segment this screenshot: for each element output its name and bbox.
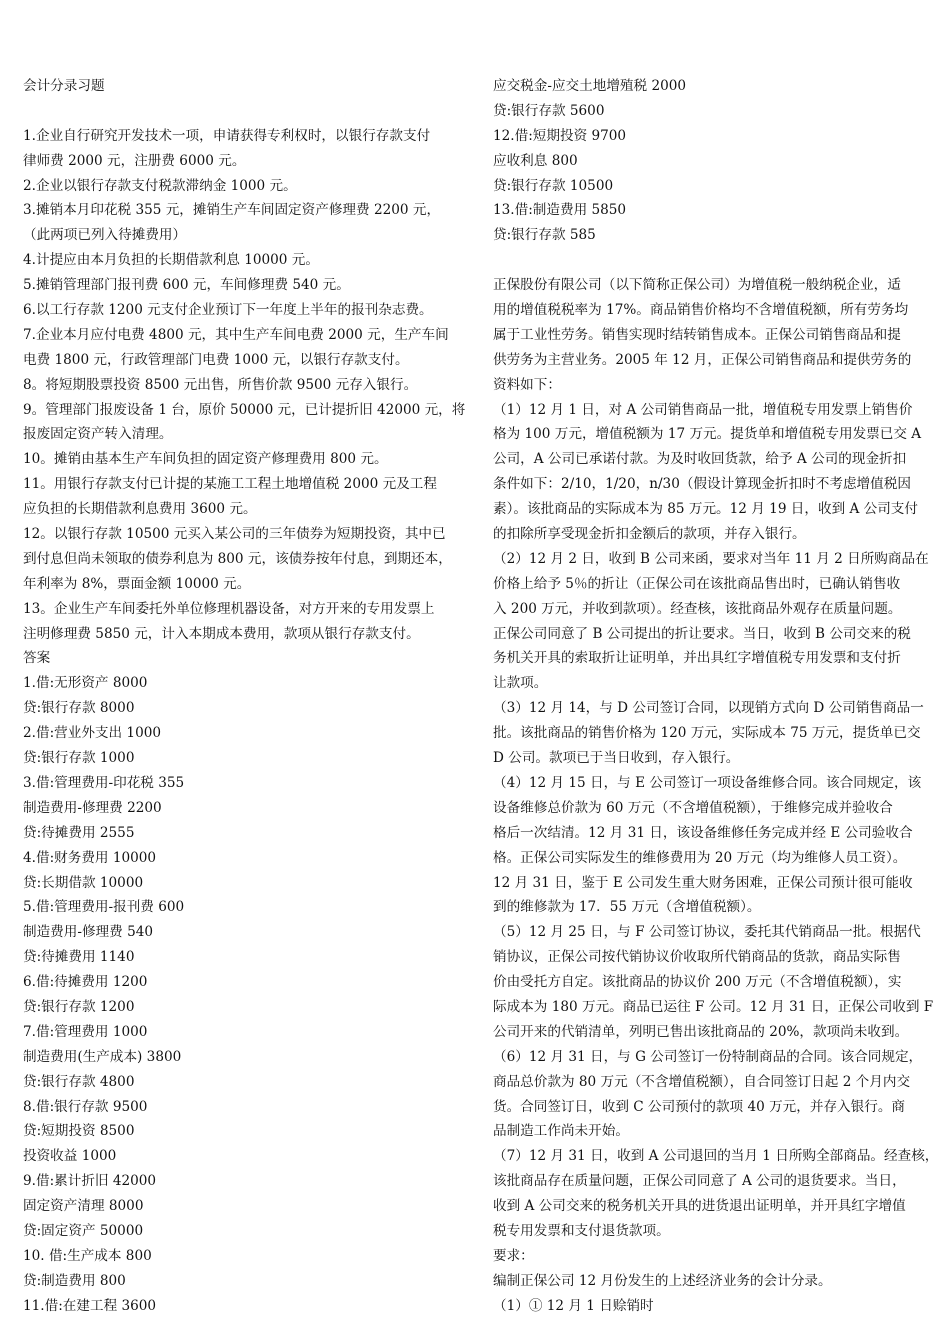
answer-list — [23, 671, 465, 1318]
question-line: 8。将短期股票投资 8500 元出售，所售价款 9500 元存入银行。 — [23, 376, 418, 393]
case-line: 公司开来的代销清单，列明已售出该批商品的 20%，款项尚未收到。 — [493, 1023, 909, 1040]
question-item — [23, 522, 465, 597]
question-line: 4.计提应由本月负担的长期借款利息 10000 元。 — [23, 252, 319, 269]
case-line: 正保公司同意了 B 公司提出的折让要求。当日，收到 B 公司交来的税 — [493, 625, 911, 642]
case-line: 供劳务为主营业务。2005 年 12 月，正保公司销售商品和提供劳务的 — [493, 351, 912, 368]
question-line: 应负担的长期借款利息费用 3600 元。 — [23, 501, 257, 518]
answer-line: 贷:银行存款 5600 — [493, 102, 605, 119]
case-line: 税专用发票和支付退货款项。 — [493, 1222, 670, 1239]
question-item — [23, 398, 465, 448]
question-item — [23, 198, 465, 248]
answer-line: 贷:待摊费用 2555 — [23, 824, 135, 841]
case-line: 公司，A 公司已承诺付款。为及时收回货款，给予 A 公司的现金折扣 — [493, 451, 907, 468]
answer-line: 贷:长期借款 10000 — [23, 874, 144, 891]
left-column — [23, 74, 465, 1319]
case-line: 收到 A 公司交来的税务机关开具的进货退出证明单，并开具红字增值 — [493, 1198, 906, 1215]
question-line: 5.摊销管理部门报刊费 600 元，车间修理费 540 元。 — [23, 277, 350, 294]
case-line: （1）12 月 1 日，对 A 公司销售商品一批，增值税专用发票上销售价 — [493, 401, 913, 418]
case-line: 批。该批商品的销售价格为 120 万元，实际成本 75 万元，提货单已交 — [493, 725, 921, 742]
question-line: 12。以银行存款 10500 元买入某公司的三年债券为短期投资，其中已 — [23, 526, 446, 543]
answer-line: 13.借:制造费用 5850 — [493, 202, 627, 219]
answer-line: 制造费用(生产成本) 3800 — [23, 1048, 182, 1065]
answer-line: 固定资产清理 8000 — [23, 1198, 144, 1215]
case-line: 该批商品存在质量问题，正保公司同意了 A 公司的退货要求。当日， — [493, 1173, 906, 1190]
case-line: 格为 100 万元，增值税额为 17 万元。提货单和增值税专用发票已交 A — [493, 426, 922, 443]
answer-line: 5.借:管理费用-报刊费 600 — [23, 899, 185, 916]
answer-line: 9.借:累计折旧 42000 — [23, 1173, 157, 1190]
case-line: 资料如下： — [493, 376, 561, 393]
answer-line: 贷:银行存款 585 — [493, 227, 596, 244]
case-line: 价由受托方自定。该批商品的协议价 200 万元（不含增值税额），实 — [493, 974, 902, 991]
question-line: 3.摊销本月印花税 355 元，摊销生产车间固定资产修理费 2200 元， — [23, 202, 441, 219]
case-line: 正保股份有限公司（以下简称正保公司）为增值税一般纳税企业，适 — [493, 277, 901, 294]
answer-line: 12.借:短期投资 9700 — [493, 127, 627, 144]
case-line: 到的维修款为 17．55 万元（含增值税额）。 — [493, 899, 761, 916]
case-line: 素）。该批商品的实际成本为 85 万元。12 月 19 日，收到 A 公司支付 — [493, 501, 918, 518]
case-line: 条件如下：2/10，1/20，n/30（假设计算现金折扣时不考虑增值税因 — [493, 476, 911, 493]
answer-heading: 答案 — [23, 650, 51, 667]
case-line: 入 200 万元，并收到款项）。经查核，该批商品外观存在质量问题。 — [493, 600, 902, 617]
case-line: 销协议，正保公司按代销协议价收取所代销商品的货款，商品实际售 — [493, 949, 901, 966]
question-line: 1.企业自行研究开发技术一项，申请获得专利权时，以银行存款支付 — [23, 127, 431, 144]
question-item — [23, 472, 465, 522]
question-line: 注明修理费 5850 元，计入本期成本费用，款项从银行存款支付。 — [23, 625, 420, 642]
question-list — [23, 124, 465, 647]
answer-line: 7.借:管理费用 1000 — [23, 1023, 148, 1040]
question-line: 到付息但尚未领取的债券利息为 800 元，该债券按年付息，到期还本， — [23, 550, 452, 567]
requirement-text: 编制正保公司 12 月份发生的上述经济业务的会计分录。 — [493, 1272, 832, 1289]
answer-line: 贷:银行存款 1200 — [23, 998, 135, 1015]
question-line: 2.企业以银行存款支付税款滞纳金 1000 元。 — [23, 177, 297, 194]
answer-line: 应交税金-应交土地增殖税 2000 — [493, 78, 687, 94]
requirement-label: 要求： — [493, 1247, 534, 1264]
answer-line: 2.借:营业外支出 1000 — [23, 725, 162, 742]
case-line: 价格上给予 5％的折让（正保公司在该批商品售出时，已确认销售收 — [493, 575, 901, 592]
spacer — [493, 248, 933, 273]
question-line: （此两项已列入待摊费用） — [23, 227, 187, 244]
answer-line: 贷:短期投资 8500 — [23, 1123, 135, 1140]
case-line: （4）12 月 15 日，与 E 公司签订一项设备维修合同。该合同规定，该 — [493, 774, 922, 791]
question-line: 10。摊销由基本生产车间负担的固定资产修理费用 800 元。 — [23, 451, 388, 468]
question-line: 年利率为 8%，票面金额 10000 元。 — [23, 575, 251, 592]
answer-line: 制造费用-修理费 540 — [23, 924, 154, 941]
case-line: 品制造工作尚未开始。 — [493, 1123, 629, 1140]
answer-line: 1.借:无形资产 8000 — [23, 675, 148, 692]
question-item — [23, 124, 465, 174]
question-item — [23, 323, 465, 373]
case-line: 的扣除所享受现金折扣金额后的款项，并存入银行。 — [493, 526, 806, 543]
answer-line: 贷:制造费用 800 — [23, 1272, 126, 1289]
question-item — [23, 597, 465, 647]
question-item — [23, 273, 465, 298]
question-line: 13。企业生产车间委托外单位修理机器设备，对方开来的专用发票上 — [23, 600, 435, 617]
answer-line: 3.借:管理费用-印花税 355 — [23, 774, 185, 791]
question-item — [23, 447, 465, 472]
question-line: 报废固定资产转入清理。 — [23, 426, 173, 443]
case-line: （5）12 月 25 日，与 F 公司签订协议，委托其代销商品一批。根据代 — [493, 924, 921, 941]
question-item — [23, 248, 465, 273]
question-item — [23, 298, 465, 323]
case-line: 格后一次结清。12 月 31 日，该设备维修任务完成并经 E 公司验收合 — [493, 824, 913, 841]
case-line: 格。正保公司实际发生的维修费用为 20 万元（均为维修人员工资）。 — [493, 849, 907, 866]
answer-line: 贷:银行存款 10500 — [493, 177, 614, 194]
answer-line: 贷:银行存款 8000 — [23, 700, 135, 717]
answer-line: 贷:银行存款 4800 — [23, 1073, 135, 1090]
case-line: （3）12 月 14，与 D 公司签订合同，以现销方式向 D 公司销售商品一 — [493, 700, 924, 717]
answer-line: 贷:银行存款 1000 — [23, 750, 135, 767]
question-line: 律师费 2000 元，注册费 6000 元。 — [23, 152, 246, 169]
case-line: 12 月 31 日，鉴于 E 公司发生重大财务困难，正保公司预计很可能收 — [493, 874, 913, 891]
answer-line: 4.借:财务费用 10000 — [23, 849, 157, 866]
question-item — [23, 174, 465, 199]
answer-line: 8.借:银行存款 9500 — [23, 1098, 148, 1115]
question-line: 7.企业本月应付电费 4800 元，其中生产车间电费 2000 元，生产车间 — [23, 326, 449, 343]
answer-line: 11.借:在建工程 3600 — [23, 1297, 157, 1314]
case-line: （6）12 月 31 日，与 G 公司签订一份特制商品的合同。该合同规定， — [493, 1048, 923, 1065]
answer-line: 10. 借:生产成本 800 — [23, 1247, 152, 1264]
question-line: 9。管理部门报废设备 1 台，原价 50000 元，已计提折旧 42000 元，将 — [23, 401, 466, 418]
case-line: （7）12 月 31 日，收到 A 公司退回的当月 1 日所购全部商品。经查核， — [493, 1148, 939, 1165]
answer-line: 投资收益 1000 — [23, 1148, 117, 1165]
case-line: 属于工业性劳务。销售实现时结转销售成本。正保公司销售商品和提 — [493, 326, 901, 343]
document-title: 会计分录习题 — [23, 78, 105, 94]
answer-list-continued — [493, 74, 933, 248]
case-line: 际成本为 180 万元。商品已运往 F 公司。12 月 31 日，正保公司收到 F — [493, 998, 934, 1015]
answer-line: 贷:固定资产 50000 — [23, 1222, 144, 1239]
case-line: （2）12 月 2 日，收到 B 公司来函，要求对当年 11 月 2 日所购商品在 — [493, 550, 929, 567]
case-line: 货。合同签订日，收到 C 公司预付的款项 40 万元，并存入银行。商 — [493, 1098, 906, 1115]
answer-line: 6.借:待摊费用 1200 — [23, 974, 148, 991]
first-solution-line: （1）① 12 月 1 日赊销时 — [493, 1297, 654, 1314]
spacer — [23, 99, 465, 124]
right-column — [493, 74, 939, 1319]
question-line: 电费 1800 元，行政管理部门电费 1000 元，以银行存款支付。 — [23, 351, 409, 368]
case-line: D 公司。款项已于当日收到，存入银行。 — [493, 750, 740, 767]
question-line: 11。用银行存款支付已计提的某施工工程土地增值税 2000 元及工程 — [23, 476, 437, 493]
case-line: 务机关开具的索取折让证明单，并出具红字增值税专用发票和支付折 — [493, 650, 901, 667]
question-line: 6.以工行存款 1200 元支付企业预订下一年度上半年的报刊杂志费。 — [23, 302, 433, 319]
case-line: 设备维修总价款为 60 万元（不含增值税额），于维修完成并验收合 — [493, 799, 893, 816]
case-line: 让款项。 — [493, 675, 548, 692]
answer-line: 制造费用-修理费 2200 — [23, 799, 162, 816]
case-description — [493, 273, 939, 1244]
case-line: 用的增值税税率为 17%。商品销售价格均不含增值税额，所有劳务均 — [493, 302, 909, 319]
answer-line: 应收利息 800 — [493, 152, 578, 169]
case-line: 商品总价款为 80 万元（不含增值税额），自合同签订日起 2 个月内交 — [493, 1073, 911, 1090]
question-item — [23, 373, 465, 398]
answer-line: 贷:待摊费用 1140 — [23, 949, 135, 966]
